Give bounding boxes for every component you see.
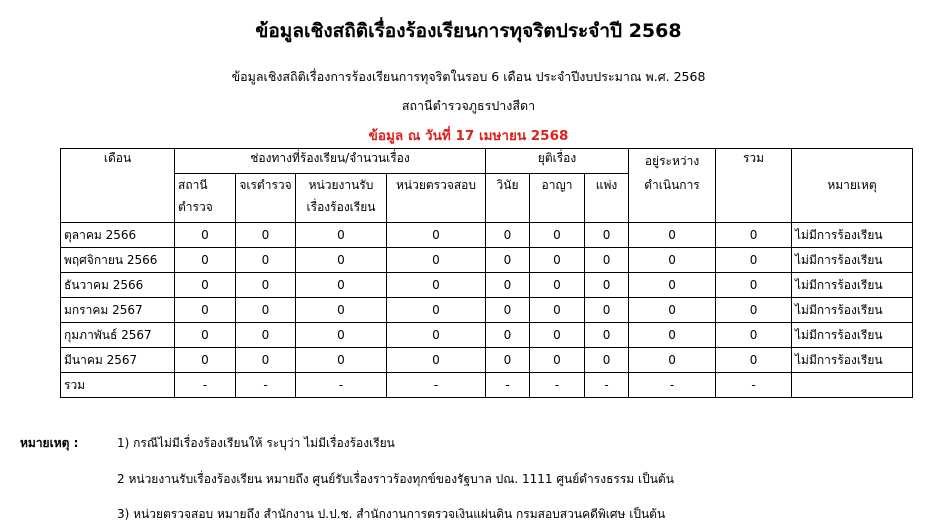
remark-cell: ไม่มีการร้องเรียน xyxy=(792,348,913,373)
value-cell: 0 xyxy=(387,298,486,323)
remark-cell: ไม่มีการร้องเรียน xyxy=(792,298,913,323)
value-cell: - xyxy=(716,373,792,398)
value-cell: 0 xyxy=(486,348,530,373)
value-cell: 0 xyxy=(716,223,792,248)
header-in-progress: อยู่ระหว่างดำเนินการ xyxy=(629,149,716,223)
header-closed-discipline: วินัย xyxy=(486,174,530,223)
month-cell: ธันวาคม 2566 xyxy=(61,273,175,298)
value-cell: 0 xyxy=(296,348,387,373)
value-cell: 0 xyxy=(716,273,792,298)
value-cell: - xyxy=(585,373,629,398)
value-cell: 0 xyxy=(387,273,486,298)
header-channel-agency: หน่วยงานรับ เรื่องร้องเรียน xyxy=(296,174,387,223)
value-cell: 0 xyxy=(530,248,585,273)
header-month: เดือน xyxy=(61,149,175,223)
table-row xyxy=(61,323,913,348)
table-row xyxy=(61,248,913,273)
value-cell: 0 xyxy=(486,248,530,273)
value-cell: 0 xyxy=(175,298,236,323)
value-cell: 0 xyxy=(629,298,716,323)
value-cell: - xyxy=(236,373,296,398)
value-cell: - xyxy=(296,373,387,398)
header-closed: ยุติเรื่อง xyxy=(486,149,629,174)
value-cell: 0 xyxy=(716,323,792,348)
header-total: รวม xyxy=(716,149,792,223)
station-name: สถานีตำรวจภูธรปางสีดา xyxy=(401,98,536,113)
month-cell: กุมภาพันธ์ 2567 xyxy=(61,323,175,348)
value-cell: 0 xyxy=(585,323,629,348)
value-cell: 0 xyxy=(236,273,296,298)
value-cell: 0 xyxy=(387,348,486,373)
remark-cell: ไม่มีการร้องเรียน xyxy=(792,273,913,298)
value-cell: 0 xyxy=(486,273,530,298)
header-closed-criminal: อาญา xyxy=(530,174,585,223)
header-channels: ช่องทางที่ร้องเรียน/จำนวนเรื่อง xyxy=(175,149,486,174)
note-item: 1) กรณีไม่มีเรื่องร้องเรียนให้ ระบุว่า ไม่มีเรื่องร้องเรียน xyxy=(117,436,395,450)
value-cell: 0 xyxy=(236,348,296,373)
value-cell: 0 xyxy=(530,323,585,348)
value-cell: 0 xyxy=(530,298,585,323)
page-subtitle: ข้อมูลเชิงสถิติเรื่องการร้องเรียนการทุจริตในรอบ 6 เดือน ประจำปีงบประมาณ พ.ศ. 2568 xyxy=(231,69,706,84)
page-title: ข้อมูลเชิงสถิติเรื่องร้องเรียนการทุจริตประจำปี 2568 xyxy=(255,20,682,42)
value-cell: 0 xyxy=(296,248,387,273)
remark-cell xyxy=(792,373,913,398)
header-channel-audit: หน่วยตรวจสอบ xyxy=(387,174,486,223)
value-cell: 0 xyxy=(585,223,629,248)
month-cell: ตุลาคม 2566 xyxy=(61,223,175,248)
value-cell: 0 xyxy=(629,348,716,373)
value-cell: 0 xyxy=(629,223,716,248)
table-row xyxy=(61,298,913,323)
header-closed-civil: แพ่ง xyxy=(585,174,629,223)
value-cell: 0 xyxy=(585,273,629,298)
note-item: 2 หน่วยงานรับเรื่องร้องเรียน หมายถึง ศูนย์รับเรื่องราวร้องทุกข์ของรัฐบาล ปณ. 1111 ศูนย์ดำรงธรรม เป็นต้น xyxy=(117,472,674,486)
table-row xyxy=(61,373,913,398)
header-channel-officer: จเรตำรวจ xyxy=(236,174,296,223)
value-cell: - xyxy=(387,373,486,398)
month-cell: รวม xyxy=(61,373,175,398)
value-cell: 0 xyxy=(175,223,236,248)
value-cell: - xyxy=(629,373,716,398)
value-cell: 0 xyxy=(486,323,530,348)
value-cell: 0 xyxy=(175,323,236,348)
value-cell: 0 xyxy=(296,223,387,248)
value-cell: 0 xyxy=(296,323,387,348)
value-cell: 0 xyxy=(486,298,530,323)
value-cell: 0 xyxy=(236,323,296,348)
value-cell: - xyxy=(486,373,530,398)
value-cell: 0 xyxy=(296,273,387,298)
table-row xyxy=(61,348,913,373)
value-cell: 0 xyxy=(486,223,530,248)
value-cell: 0 xyxy=(387,248,486,273)
value-cell: 0 xyxy=(530,273,585,298)
month-cell: มีนาคม 2567 xyxy=(61,348,175,373)
value-cell: - xyxy=(530,373,585,398)
value-cell: 0 xyxy=(175,273,236,298)
value-cell: 0 xyxy=(629,323,716,348)
value-cell: 0 xyxy=(530,223,585,248)
value-cell: 0 xyxy=(629,273,716,298)
table-row xyxy=(61,273,913,298)
table-row xyxy=(61,223,913,248)
value-cell: - xyxy=(175,373,236,398)
notes-label: หมายเหตุ : xyxy=(20,436,79,450)
value-cell: 0 xyxy=(175,248,236,273)
header-remark: หมายเหตุ xyxy=(792,149,913,223)
value-cell: 0 xyxy=(175,348,236,373)
value-cell: 0 xyxy=(716,348,792,373)
value-cell: 0 xyxy=(296,298,387,323)
month-cell: พฤศจิกายน 2566 xyxy=(61,248,175,273)
value-cell: 0 xyxy=(585,248,629,273)
header-channel-station: สถานี ตำรวจ xyxy=(175,174,236,223)
value-cell: 0 xyxy=(530,348,585,373)
value-cell: 0 xyxy=(387,223,486,248)
value-cell: 0 xyxy=(585,298,629,323)
value-cell: 0 xyxy=(585,348,629,373)
value-cell: 0 xyxy=(236,298,296,323)
remark-cell: ไม่มีการร้องเรียน xyxy=(792,248,913,273)
note-item: 3) หน่วยตรวจสอบ หมายถึง สำนักงาน ป.ป.ช. สำนักงานการตรวจเงินแผ่นดิน กรมสอบสวนคดีพิเศษ เป็นต้น xyxy=(117,507,666,521)
table-body xyxy=(61,223,913,398)
remark-cell: ไม่มีการร้องเรียน xyxy=(792,223,913,248)
value-cell: 0 xyxy=(629,248,716,273)
value-cell: 0 xyxy=(716,248,792,273)
statistics-table xyxy=(60,148,913,398)
remark-cell: ไม่มีการร้องเรียน xyxy=(792,323,913,348)
as-of-date: ข้อมูล ณ วันที่ 17 เมษายน 2568 xyxy=(368,128,569,144)
value-cell: 0 xyxy=(236,223,296,248)
value-cell: 0 xyxy=(716,298,792,323)
value-cell: 0 xyxy=(387,323,486,348)
value-cell: 0 xyxy=(236,248,296,273)
month-cell: มกราคม 2567 xyxy=(61,298,175,323)
